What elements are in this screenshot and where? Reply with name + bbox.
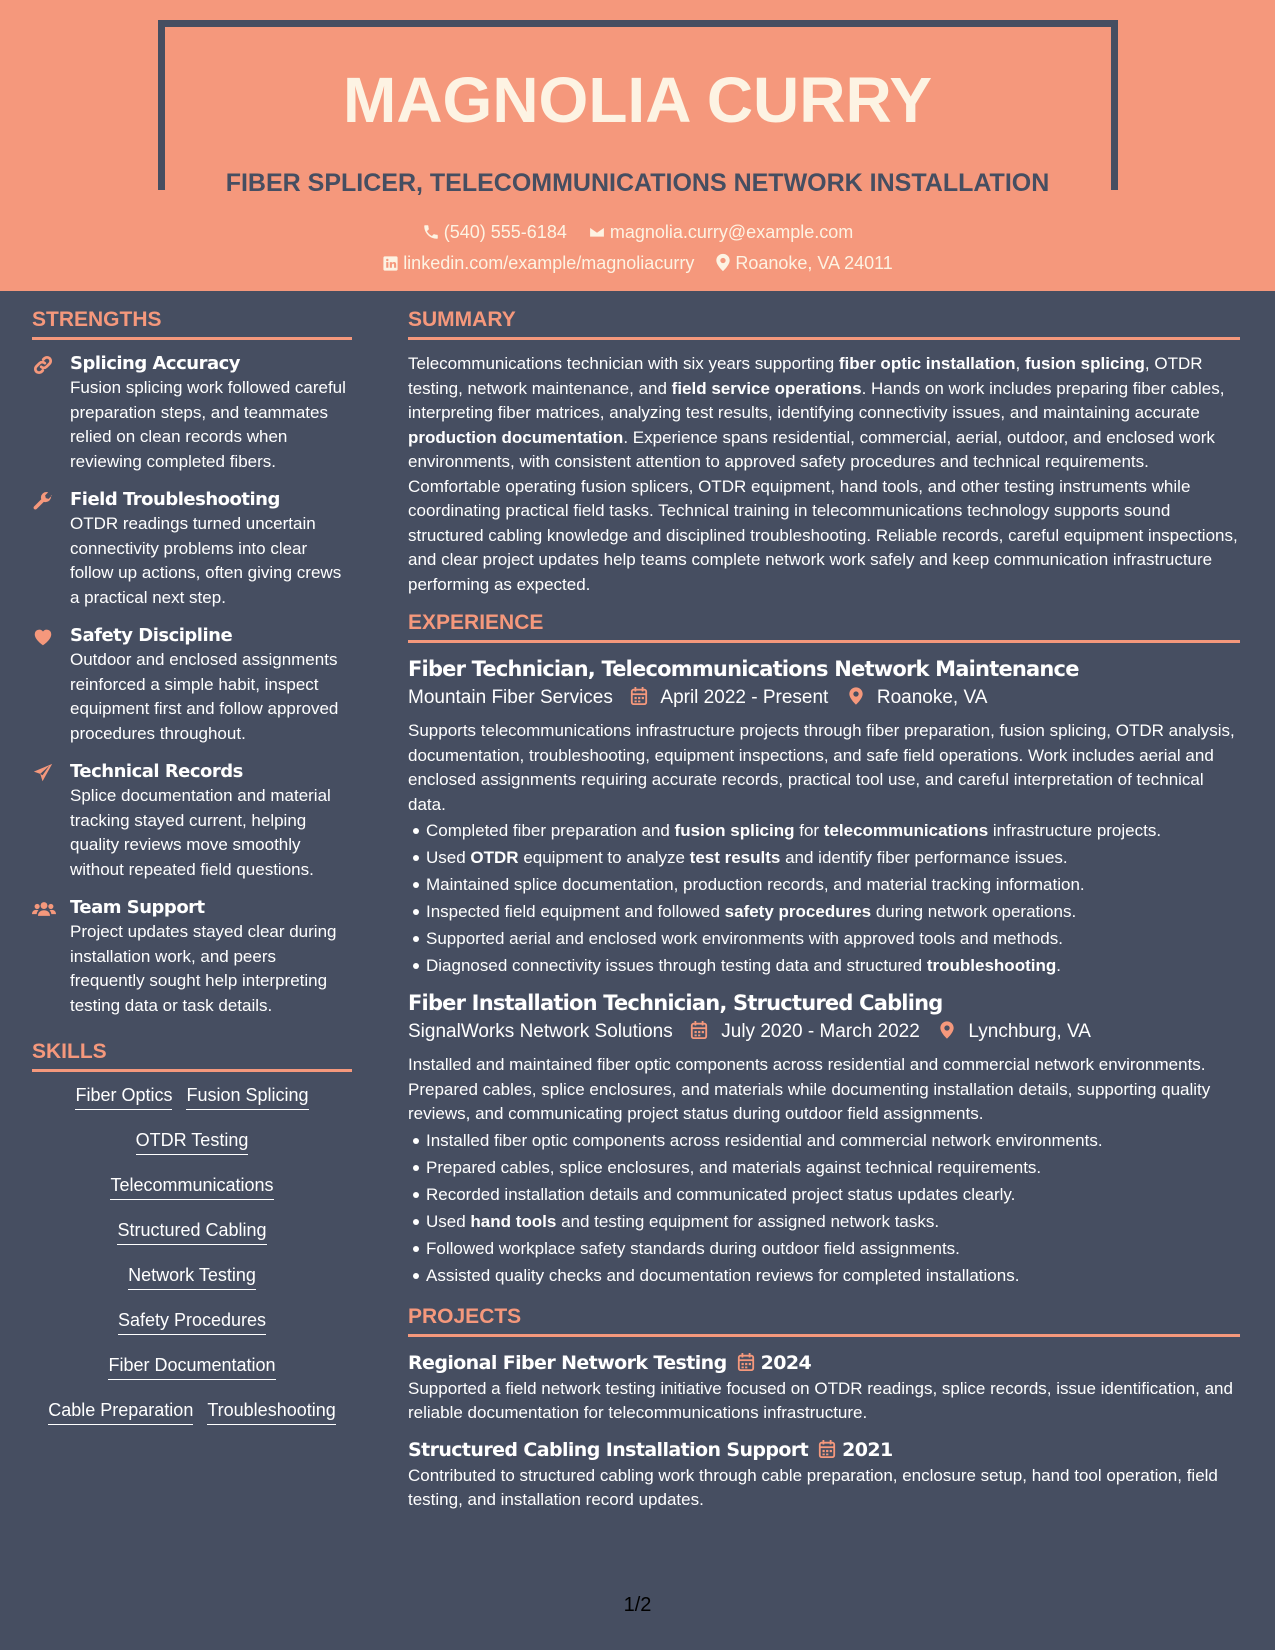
project-year: 2021 [842,1438,893,1461]
contact-row-1 [0,220,1275,244]
job-bullets [408,1127,1240,1289]
skill-tag: Fiber Optics [75,1084,172,1110]
linkedin-icon [382,255,399,272]
job-bullet: Diagnosed connectivity issues through testing data and structured troubleshooting. [426,952,1240,979]
summary-heading: SUMMARY [408,306,1240,340]
users-icon [32,898,56,920]
job-location: Lynchburg, VA [968,1021,1091,1042]
candidate-name: MAGNOLIA CURRY [343,64,932,136]
skill-tag: Telecommunications [110,1174,273,1200]
job-meta [408,1017,1240,1047]
email-contact[interactable]: magnolia.curry@example.com [588,220,853,244]
skill-tag: OTDR Testing [136,1129,249,1155]
strength-item: Team Support Project updates stayed clear during installation work, and peers frequently sought help interpreting testing data or task details. [32,896,352,1018]
job-bullet: Recorded installation details and communicated project status updates clearly. [426,1181,1240,1208]
envelope-icon [588,223,606,241]
skill-tag: Fiber Documentation [108,1354,275,1380]
map-pin-icon [715,253,731,272]
company-name: Mountain Fiber Services [408,687,613,708]
job-bullet: Inspected field equipment and followed safety procedures during network operations. [426,898,1240,925]
skill-tag: Troubleshooting [207,1399,335,1425]
job-entry-title: Fiber Technician, Telecommunications Network Maintenance [408,657,1079,681]
paper-plane-icon [32,762,56,784]
wrench-icon [32,490,56,512]
project-year: 2024 [760,1351,812,1374]
job-meta [408,683,1240,713]
project-title: Structured Cabling Installation Support [408,1438,809,1461]
company-name: SignalWorks Network Solutions [408,1021,673,1042]
experience-heading: EXPERIENCE [408,609,1240,643]
location-contact: Roanoke, VA 24011 [715,251,892,275]
job-entry-title: Fiber Installation Technician, Structured Cabling [408,991,943,1015]
skill-tag: Structured Cabling [117,1219,266,1245]
job-bullet: Maintained splice documentation, production records, and material tracking information. [426,871,1240,898]
strengths-list [32,352,352,1018]
job-bullet: Completed fiber preparation and fusion splicing for telecommunications infrastructure projects. [426,817,1240,844]
job-bullet: Assisted quality checks and documentation reviews for completed installations. [426,1262,1240,1289]
project-description: Supported a field network testing initiative focused on OTDR readings, splice records, issue identification, and reliable documentation for telecommunications infrastructure. [408,1378,1233,1422]
job-bullets [408,817,1240,979]
strength-item: Splicing Accuracy Fusion splicing work followed careful preparation steps, and teammates relied on clean records when reviewing completed fibers. [32,352,352,474]
project-entry [408,1349,1240,1426]
job-bullet: Prepared cables, splice enclosures, and materials against technical requirements. [426,1154,1240,1181]
job-location: Roanoke, VA [876,687,988,708]
sidebar [32,306,352,1444]
job-bullet: Used hand tools and testing equipment for assigned network tasks. [426,1208,1240,1235]
phone-contact[interactable]: (540) 555-6184 [422,220,567,244]
link-icon [32,354,56,376]
job-description: Supports telecommunications infrastructure projects through fiber preparation, fusion splicing, OTDR analysis, documentation, troubleshooting, equipment inspections, and safe field operations. Work includes aerial and enclosed assignments requiring accurate records, practical tool use, and careful interpretation of technical data. [408,721,1235,814]
strength-item: Field Troubleshooting OTDR readings turned uncertain connectivity problems into clear follow up actions, often giving crews a practical next step. [32,488,352,610]
skills-heading: SKILLS [32,1038,352,1072]
job-entry [408,989,1240,1289]
header-banner [0,0,1275,291]
strengths-heading: STRENGTHS [32,306,352,340]
contact-row-2 [0,251,1275,275]
calendar-icon [737,1352,755,1372]
job-dates: July 2020 - March 2022 [721,1021,920,1042]
project-entry [408,1436,1240,1513]
page-number: 1/2 [623,1594,652,1616]
job-dates: April 2022 - Present [660,687,829,708]
job-description: Installed and maintained fiber optic components across residential and commercial network environments. Prepared cables, splice enclosures, and materials while documenting installation details, supporting quality reviews, and communicating project status during outdoor field assignments. [408,1055,1211,1123]
job-bullet: Used OTDR equipment to analyze test results and identify fiber performance issues. [426,844,1240,871]
phone-icon [422,223,440,241]
calendar-icon [630,686,648,706]
summary-text: Telecommunications technician with six years supporting fiber optic installation, fusion splicing, OTDR testing, network maintenance, and field service operations. Hands on work includes preparing fiber cables, interpreting fiber matrices, analyzing test results, identifying connectivity issues, and maintaining accurate production documentation. Experience spans residential, commercial, aerial, outdoor, and enclosed work environments, with consistent attention to approved safety procedures and technical requirements. Comfortable operating fusion splicers, OTDR equipment, hand tools, and other testing instruments while coordinating practical field tasks. Technical training in telecommunications technology supports sound structured cabling knowledge and disciplined troubleshooting. Reliable records, careful equipment inspections, and clear project updates help teams complete network work safely and keep communication infrastructure performing as expected. [408,354,1238,594]
skill-tag: Fusion Splicing [186,1084,308,1110]
skill-tag: Network Testing [128,1264,256,1290]
job-title: FIBER SPLICER, TELECOMMUNICATIONS NETWORK INSTALLATION [225,169,1050,197]
project-title: Regional Fiber Network Testing [408,1351,727,1374]
job-bullet: Supported aerial and enclosed work environments with approved tools and methods. [426,925,1240,952]
strength-item: Safety Discipline Outdoor and enclosed assignments reinforced a simple habit, inspect equipment first and follow approved procedures throughout. [32,624,352,746]
strength-item: Technical Records Splice documentation and material tracking stayed current, helping quality reviews move smoothly without repeated field questions. [32,760,352,882]
map-pin-icon [848,686,864,706]
project-description: Contributed to structured cabling work through cable preparation, enclosure setup, hand tool operation, field testing, and installation record updates. [408,1465,1218,1509]
calendar-icon [818,1439,836,1459]
heart-icon [32,626,56,648]
job-entry [408,655,1240,979]
linkedin-contact[interactable]: linkedin.com/example/magnoliacurry [382,251,694,275]
calendar-icon [690,1020,708,1040]
job-bullet: Installed fiber optic components across residential and commercial network environments. [426,1127,1240,1154]
projects-heading: PROJECTS [408,1303,1240,1337]
skill-tag: Safety Procedures [118,1309,266,1335]
main-column [408,306,1240,1513]
skill-tag: Cable Preparation [48,1399,193,1425]
map-pin-icon [939,1020,955,1040]
skills-list [32,1084,352,1444]
job-bullet: Followed workplace safety standards during outdoor field assignments. [426,1235,1240,1262]
